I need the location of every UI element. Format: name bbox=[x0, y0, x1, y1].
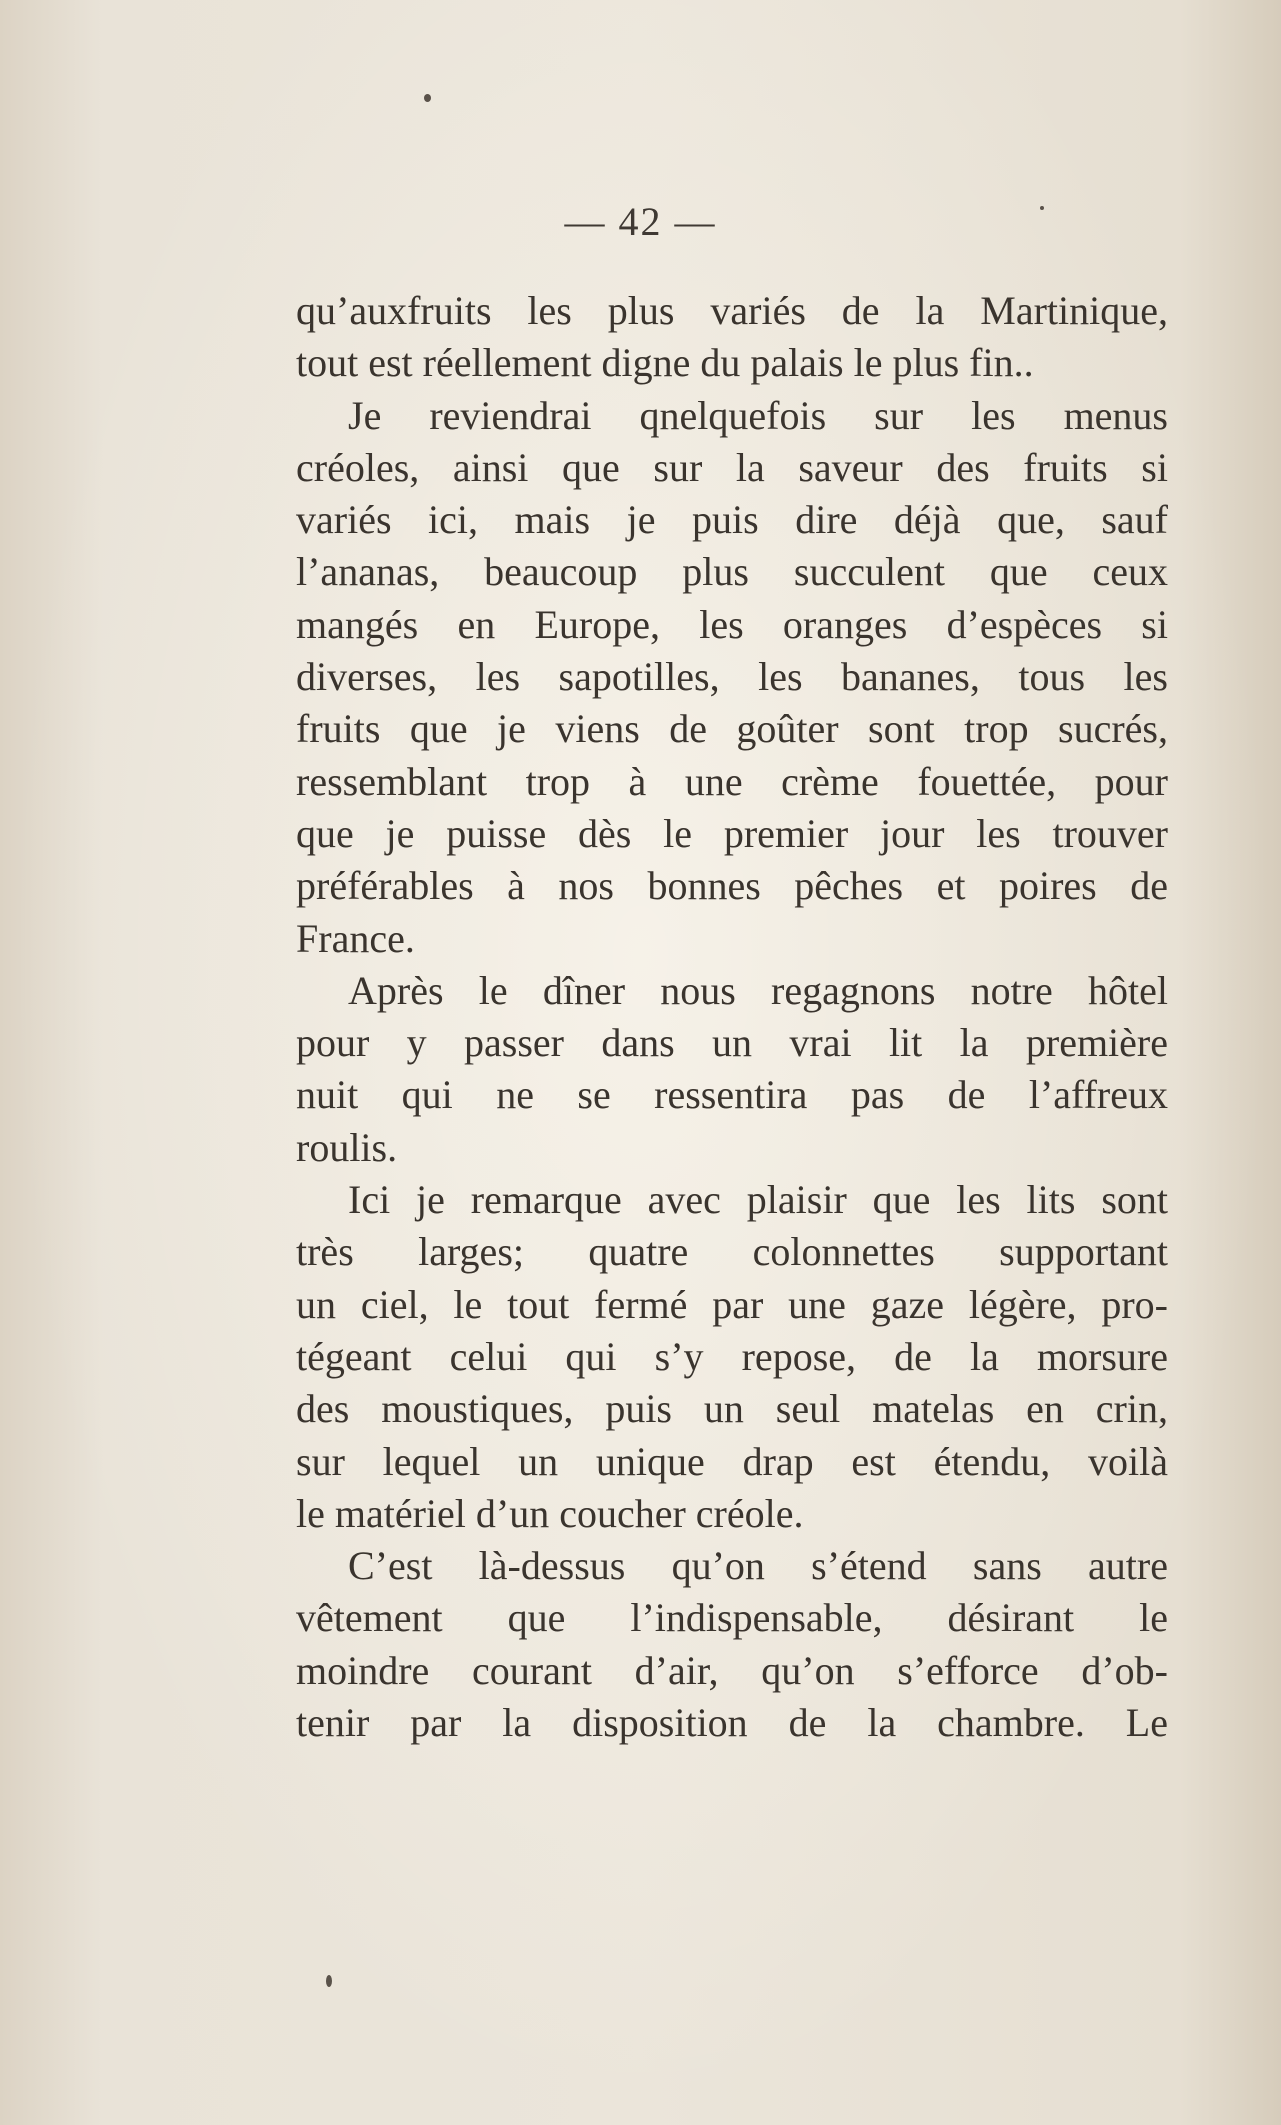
text-line: le matériel d’un coucher créole. bbox=[296, 1490, 804, 1536]
text-line: des moustiques, puis un seul matelas en crin, bbox=[296, 1386, 1168, 1432]
text-line: nuit qui ne se ressentira pas de l’affreux bbox=[296, 1072, 1168, 1118]
text-line: tégeant celui qui s’y repose, de la morsure bbox=[296, 1333, 1168, 1379]
text-line: Je reviendrai qnelquefois sur les menus bbox=[348, 392, 1168, 438]
text-line: Après le dîner nous regagnons notre hôtel bbox=[348, 967, 1168, 1013]
text-line: l’ananas, beaucoup plus succulent que ceux bbox=[296, 549, 1168, 595]
page-number: — 42 — bbox=[564, 199, 717, 244]
text-line: roulis. bbox=[296, 1124, 398, 1170]
text-line: créoles, ainsi que sur la saveur des fruits si bbox=[296, 444, 1168, 490]
text-line: variés ici, mais je puis dire déjà que, sauf bbox=[296, 497, 1168, 543]
text-line: tout est réellement digne du palais le plus fin.. bbox=[296, 340, 1034, 386]
text-line: France. bbox=[296, 915, 415, 961]
text-line: préférables à nos bonnes pêches et poires de bbox=[296, 863, 1168, 909]
ink-speck bbox=[326, 1975, 332, 1987]
text-line: que je puisse dès le premier jour les trouver bbox=[296, 810, 1168, 856]
body-text bbox=[296, 285, 1168, 1749]
text-line: vêtement que l’indispensable, désirant le bbox=[296, 1595, 1168, 1641]
text-line: mangés en Europe, les oranges d’espèces si bbox=[296, 601, 1168, 647]
text-line: pour y passer dans un vrai lit la première bbox=[296, 1020, 1168, 1066]
text-line: moindre courant d’air, qu’on s’efforce d’ob- bbox=[296, 1647, 1168, 1693]
text-line: Ici je remarque avec plaisir que les lits sont bbox=[348, 1177, 1168, 1223]
text-line: sur lequel un unique drap est étendu, voilà bbox=[296, 1438, 1168, 1484]
text-line: diverses, les sapotilles, les bananes, tous les bbox=[296, 654, 1168, 700]
text-line: un ciel, le tout fermé par une gaze légère, pro- bbox=[296, 1281, 1168, 1327]
text-line: C’est là-dessus qu’on s’étend sans autre bbox=[348, 1543, 1168, 1589]
ink-speck bbox=[424, 94, 431, 102]
text-line: fruits que je viens de goûter sont trop sucrés, bbox=[296, 706, 1168, 752]
text-line: qu’auxfruits les plus variés de la Martinique, bbox=[296, 288, 1168, 333]
text-line: très larges; quatre colonnettes supportant bbox=[296, 1229, 1168, 1275]
text-line: ressemblant trop à une crème fouettée, pour bbox=[296, 758, 1168, 804]
ink-speck bbox=[1040, 206, 1044, 210]
text-line: tenir par la disposition de la chambre. Le bbox=[296, 1700, 1168, 1746]
